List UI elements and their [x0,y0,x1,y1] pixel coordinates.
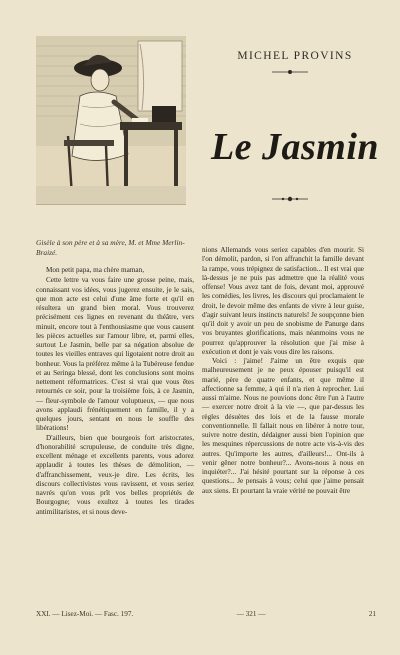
paragraph: Voici : j'aime! J'aime un être exquis que malheureusement je ne peux épouser puisqu'il est marié, père de quatre enfants, et que même il affectionne sa femme, à qui il n'a rien à reprocher. Lui aussi m'aime. Nous ne pouvions donc être l'un à l'autre — exercer notre droit à la vie —, que par-dessus les règles désuètes des lois et de la fausse morale conventionnelle. Il fallait nous en libérer à notre tour, suivre notre destin, dédaigner aussi bien l'opinion que les mesquines répercussions de notre acte vis-à-vis des autres. Qu'importe les autres, d'ailleurs!... Ont-ils à venir gêner notre bonheur?... Avons-nous à nous en inquiéter?... J'ai hésité pourtant sur la réponse à ces questions... Je pensais à vous; celui que j'aime pensait aux siens. Et pourtant la vraie vérité ne pouvait être [202,357,364,495]
footer-page-number: 21 [368,610,376,618]
salutation: Mon petit papa, ma chère maman, [46,266,144,274]
page-footer [36,610,376,618]
article-title: Le Jasmin [210,126,380,168]
paragraph: nions Allemands vous seriez capables d'en mourir. Si l'on démolit, pardon, si l'on affranchit la famille devant la rampe, vous trépignez de satisfaction... Il est vrai que là-dessus je ne puis pas admettre que la réalité vous offense! Vous avez tant de fois, devant moi, approuvé les comédies, les livres, les discours qui proclamaient le droit, le devoir même des enfants de vivre à leur guise, d'agir suivant leurs instincts naturels! Je soupçonne bien qu'il doit y avoir un peu de snobisme de Panurge dans vos bruyantes glorifications, mais néanmoins vous ne pourrez qu'approuver la résolution que j'ai mise à exécution et dont je vais vous dire les raisons. [202,246,364,356]
paragraph: D'ailleurs, bien que bourgeois fort aristocrates, d'honorabilité scrupuleuse, de conduite très digne, excellent ménage et excellents parents, vous adorez applaudir à toutes les thèses de démolition, — d'affranchissement, veux-je dire. Les écrits, les discours collectivistes vous ravissent, et vous seriez navrés qu'on vous prît vos belles propriétés de Bourgogne; vous exultez à toutes les tirades antimilitaristes, et si nous deve- [36,433,194,516]
ornament-icon [270,195,310,203]
text-column-right [202,246,364,496]
illustration-caption: Gisèle à son père et à sa mère, M. et Mme Merlin-Braizé. [36,238,185,257]
footer-page-marker: — 321 — [236,610,266,618]
ornament-icon [270,68,310,76]
author-name: MICHEL PROVINS [237,50,353,62]
illustration-image [36,36,186,204]
illustration-woman-writing [36,36,186,205]
footer-publication: XXI. — Lisez-Moi. — Fasc. 197. [36,610,134,618]
paragraph: Cette lettre va vous faire une grosse peine, mais, connaissant vos idées, vous jugerez ensuite, je le sais, que mon acte est celui d'une âme forte et qu'il en résultera un grand bien moral. Vous trouverez précisément ces lignes en revenant du théâtre, vers minuit, encore tout à l'enthousiasme que vous causent les pièces actuelles sur l'amour libre, et, parmi elles, surtout Le Jasmin, belle par sa négation absolue de toutes les vieilles entraves qui ligotaient notre droit au bonheur. Vous la préférez même à la Tubéreuse fendue et au Seringa blessé, dont les conclusions sont moins nettement réformatrices. C'est si vrai que vous êtes retournés ce soir, pour la troisième fois, à ce Jasmin, — fleur-symbole de l'amour voluptueux, — que nous avons applaudi frénétiquement en famille, il y a quelques jours, sentant en nous le souffle des libérations! [36,276,194,433]
text-column-left [36,266,194,517]
